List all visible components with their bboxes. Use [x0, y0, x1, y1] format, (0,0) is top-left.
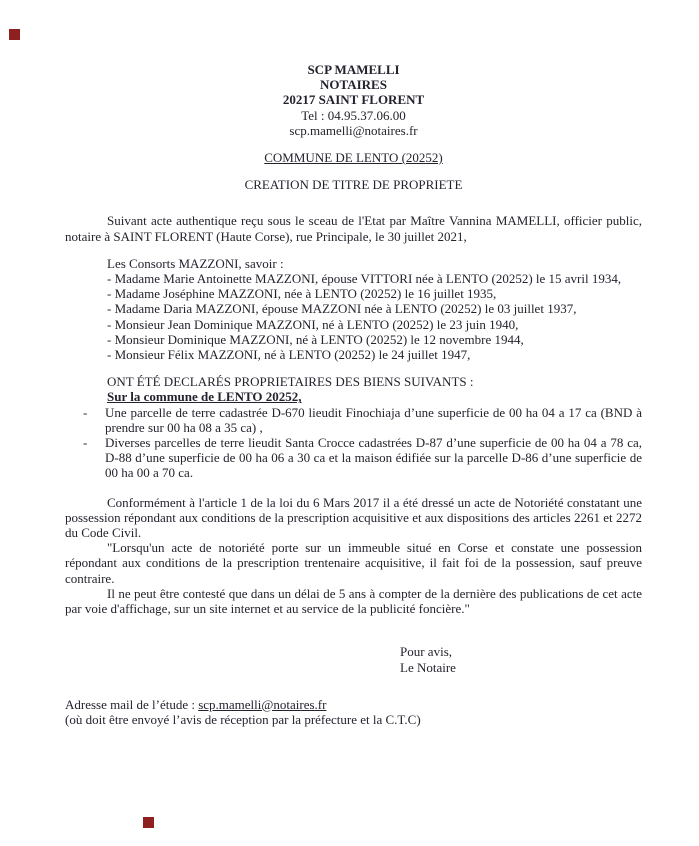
- signature-line-2: Le Notaire: [400, 659, 456, 675]
- commune-title-row: [65, 150, 642, 165]
- parcel-text: Une parcelle de terre cadastrée D-670 lieudit Finochiaja d’une superficie de 00 ha 04 a 17 ca (BND à prendre sur 00 ha 08 a 35 ca) ,: [105, 404, 642, 435]
- signature-line-1: Pour avis,: [400, 644, 452, 660]
- legal-paragraph-1: Conformément à l'article 1 de la loi du 6 Mars 2017 il a été dressé un acte de Notoriété constatant une possession répondant aux conditions de la prescription acquisitive et aux dispositions des articles 2261 et 2272 du Code Civil.: [65, 494, 642, 541]
- footer-note: (où doit être envoyé l’avis de réception par la préfecture et la C.T.C): [65, 711, 421, 727]
- broken-image-icon: [143, 817, 154, 828]
- consort-line: - Madame Daria MAZZONI, épouse MAZZONI née à LENTO (20252) le 03 juillet 1937,: [107, 301, 577, 317]
- consorts-intro: Les Consorts MAZZONI, savoir :: [107, 255, 284, 271]
- footer: [65, 697, 642, 727]
- parcel-item: [83, 435, 642, 481]
- declaration-heading: ONT ÉTÉ DECLARÉS PROPRIETAIRES DES BIENS SUIVANTS :: [107, 374, 474, 390]
- declaration-section: [65, 374, 642, 480]
- office-phone: Tel : 04.95.37.06.00: [301, 107, 406, 123]
- commune-title: COMMUNE DE LENTO (20252): [264, 150, 443, 166]
- consort-line: - Madame Marie Antoinette MAZZONI, épouse VITTORI née à LENTO (20252) le 15 avril 1934,: [107, 271, 622, 287]
- footer-email-link[interactable]: scp.mamelli@notaires.fr: [198, 696, 327, 712]
- parcel-item: [83, 405, 642, 435]
- office-city: 20217 SAINT FLORENT: [282, 92, 425, 108]
- consort-line: - Monsieur Dominique MAZZONI, né à LENTO (20252) le 12 novembre 1944,: [107, 331, 524, 347]
- legal-section: [65, 495, 642, 617]
- signature-block: [400, 644, 642, 674]
- office-name: SCP MAMELLI: [307, 62, 400, 77]
- consort-line: - Madame Joséphine MAZZONI, née à LENTO (20252) le 16 juillet 1935,: [107, 286, 497, 302]
- consort-line: - Monsieur Jean Dominique MAZZONI, né à LENTO (20252) le 23 juin 1940,: [107, 316, 519, 332]
- broken-image-icon: [9, 29, 20, 40]
- parcel-text: Diverses parcelles de terre lieudit Santa Crocce cadastrées D-87 d’une superficie de 00 ha 04 a 78 ca, D-88 d’une superficie de 00 ha 06 a 30 ca et la maison édifiée sur la parcelle D-86 d’une superficie de 00 ha 00 a 70 ca.: [105, 435, 642, 481]
- footer-email-row: [65, 697, 642, 712]
- bullet-dash: -: [83, 435, 88, 451]
- office-email: scp.mamelli@notaires.fr: [289, 122, 418, 138]
- footer-email-label: Adresse mail de l’étude :: [65, 696, 199, 712]
- consort-line: - Monsieur Félix MAZZONI, né à LENTO (20252) le 24 juillet 1947,: [107, 347, 471, 363]
- legal-paragraph-2: "Lorsqu'un acte de notoriété porte sur un immeuble situé en Corse et constate une possession répondant aux conditions de la prescription trentenaire acquisitive, il fait foi de la possession, sauf preuve contraire.: [65, 540, 642, 586]
- letterhead: [65, 62, 642, 138]
- consorts-list: [107, 256, 642, 362]
- bullet-dash: -: [83, 404, 88, 420]
- office-type: NOTAIRES: [320, 77, 387, 93]
- commune-subheading: Sur la commune de LENTO 20252,: [107, 389, 302, 405]
- legal-paragraph-3: Il ne peut être contesté que dans un délai de 5 ans à compter de la dernière des publications de cet acte par voie d'affichage, sur un site internet et au service de la publicité foncière.": [65, 585, 642, 617]
- intro-paragraph: Suivant acte authentique reçu sous le sceau de l'Etat par Maître Vannina MAMELLI, officier public, notaire à SAINT FLORENT (Haute Corse), rue Principale, le 30 juillet 2021,: [65, 213, 642, 244]
- subject-title: CREATION DE TITRE DE PROPRIETE: [244, 177, 463, 193]
